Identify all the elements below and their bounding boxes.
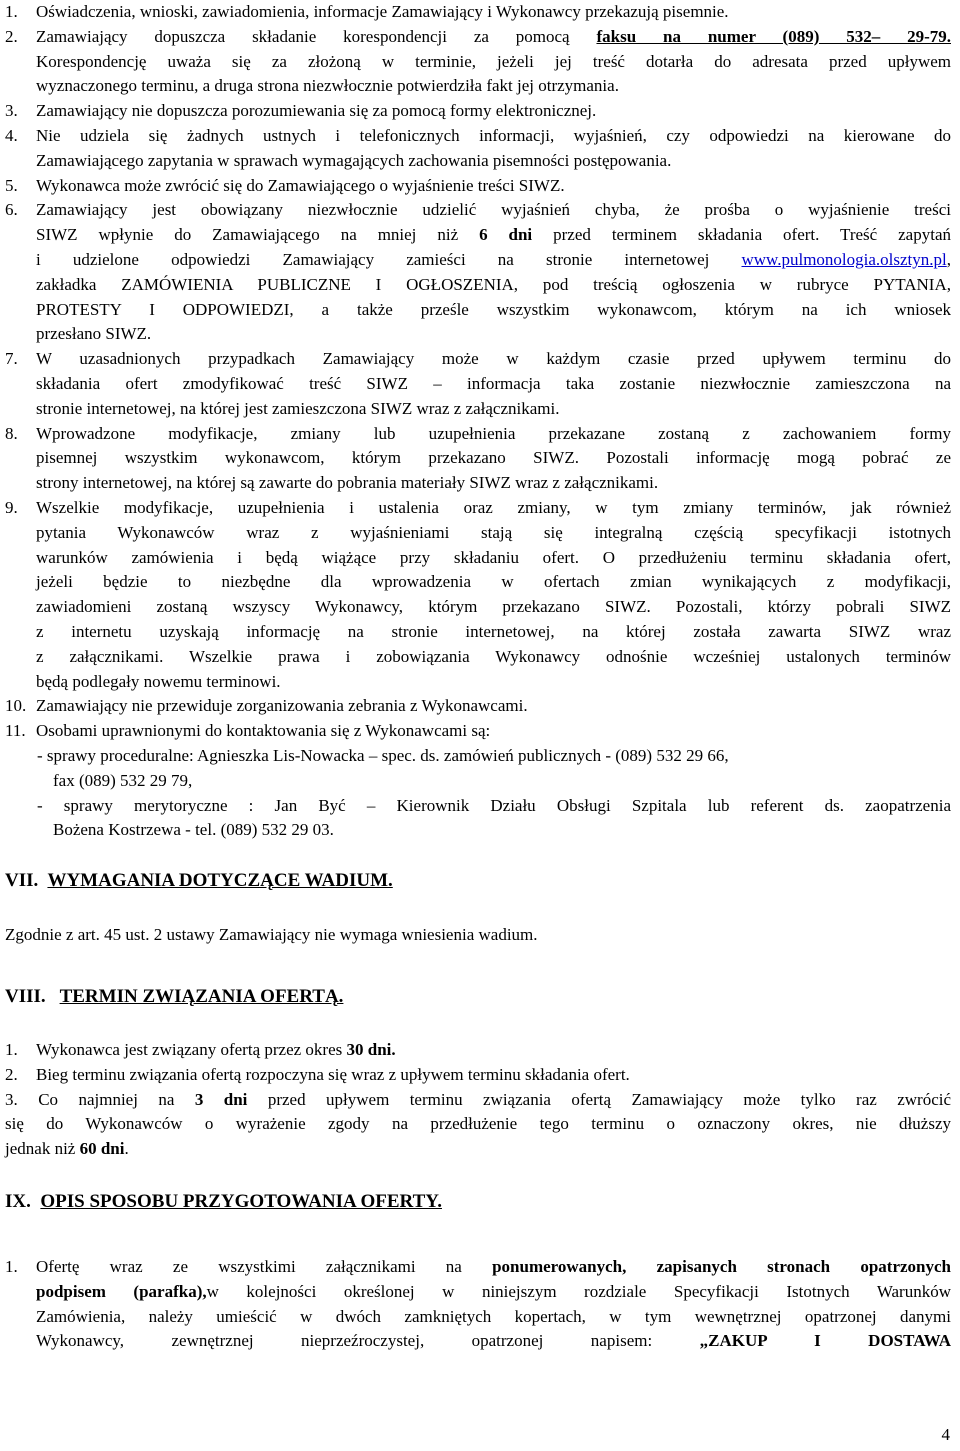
list-item-7: 7. W uzasadnionych przypadkach Zamawiający może w każdym czasie przed upływem terminu do składania ofert zmodyfikować treść SIWZ – informacja taka zostanie niezwłocznie zamieszczona na stronie internetowej, na której jest zamieszczona SIWZ wraz z załącznikami.	[5, 349, 951, 418]
section-heading-ix: IX. OPIS SPOSOBU PRZYGOTOWANIA OFERTY.	[5, 1191, 442, 1212]
section-heading-vii: VII. WYMAGANIA DOTYCZĄCE WADIUM.	[5, 870, 393, 891]
list-item-10: 10. Zamawiający nie przewiduje zorganizowania zebrania z Wykonawcami.	[5, 696, 528, 716]
contact-procedural: - sprawy proceduralne: Agnieszka Lis-Nowacka – spec. ds. zamówień publicznych - (089) 532 29 66,	[37, 745, 729, 765]
list-item-1: 1. Oświadczenia, wnioski, zawiadomienia, informacje Zamawiający i Wykonawcy przekazują pisemnie.	[5, 2, 729, 21]
contact-substantive: - sprawy merytoryczne : Jan Być – Kierownik Działu Obsługi Szpitala lub referent ds. zaopatrzenia	[37, 795, 951, 815]
section-viii-item-1: 1. Wykonawca jest związany ofertą przez okres 30 dni.	[5, 1040, 396, 1059]
list-item-4: 4. Nie udziela się żadnych ustnych i telefonicznych informacji, wyjaśnień, czy odpowiedzi na kierowane do Zamawiającego zapytania w sprawach wymagających zachowania pisemności postępowania.	[5, 126, 951, 170]
list-item-6: 6. Zamawiający jest obowiązany niezwłocznie udzielić wyjaśnień chyba, że prośba o wyjaśnienie treści SIWZ wpłynie do Zamawiającego na mniej niż 6 dni przed terminem składania ofert. Treść zapytań i udzielone odpowiedzi Zamawiający zamieści na stronie internetowej www.pulmonologia.olsztyn.pl, zakładka ZAMÓWIENIA PUBLICZNE I OGŁOSZENIA, pod treścią ogłoszenia w rubryce PYTANIA, PROTESTY I ODPOWIEDZI, a także prześle wszystkim wykonawcom, którym na ich wniosek przesłano SIWZ.	[5, 200, 951, 344]
website-link[interactable]: www.pulmonologia.olsztyn.pl	[741, 249, 947, 269]
section-heading-viii: VIII. TERMIN ZWIĄZANIA OFERTĄ.	[5, 986, 344, 1007]
list-item-8: 8. Wprowadzone modyfikacje, zmiany lub uzupełnienia przekazane zostaną z zachowaniem formy pisemnej wszystkim wykonawcom, którym przekazano SIWZ. Pozostali informację mogą pobrać ze strony internetowej, na której są zawarte do pobrania materiały SIWZ wraz z załącznikami.	[5, 423, 951, 493]
list-item-3: 3. Zamawiający nie dopuszcza porozumiewania się za pomocą formy elektronicznej.	[5, 101, 597, 121]
section-viii-item-2: 2. Bieg terminu związania ofertą rozpoczyna się wraz z upływem terminu składania ofert.	[5, 1064, 630, 1084]
section-viii-item-3: 3. Co najmniej na 3 dni przed upływem terminu związania ofertą Zamawiający może tylko raz zwrócić się do Wykonawców o wyrażenie zgody na przedłużenie tego terminu o oznaczony okres, nie dłuższy jednak niż 60 dni.	[5, 1089, 952, 1159]
section-ix-item-1: 1. Ofertę wraz ze wszystkimi załącznikami na ponumerowanych, zapisanych stronach opatrzonych podpisem (parafka),w kolejności określonej w niniejszym rozdziale Specyfikacji Istotnych Warunków Zamówienia, należy umieścić w dwóch zamkniętych kopertach, w tym wewnętrznej opatrzonej danymi Wykonawcy, zewnętrznej nieprzeźroczystej, opatrzonej napisem: „ZAKUP I DOSTAWA	[5, 1257, 952, 1351]
list-item-2: 2. Zamawiający dopuszcza składanie korespondencji za pomocą faksu na numer (089) 532– 29-79. Korespondencję uważa się za złożoną w terminie, jeżeli jej treść dotarła do adresata przed upływem wyznaczonego terminu, a druga strona niezwłocznie potwierdziła fakt jej otrzymania.	[5, 26, 951, 96]
list-item-5: 5. Wykonawca może zwrócić się do Zamawiającego o wyjaśnienie treści SIWZ.	[5, 175, 565, 195]
page-number: 4	[941, 1425, 950, 1444]
section-vii-text: Zgodnie z art. 45 ust. 2 ustawy Zamawiający nie wymaga wniesienia wadium.	[5, 925, 538, 944]
fax-number: faksu na numer (089) 532– 29-79.	[596, 26, 951, 46]
list-item-11: 11. Osobami uprawnionymi do kontaktowania się z Wykonawcami są: - sprawy proceduralne: Agnieszka Lis-Nowacka – spec. ds. zamówień publicznych - (089) 532 29 66, fax (089) 532 29 79, - sprawy merytoryczne : Jan Być – Kierownik Działu Obsługi Szpitala lub referent ds. zaopatrzenia Bożena Kostrzewa - tel. (089) 532 29 03.	[5, 721, 951, 840]
list-item-9: 9. Wszelkie modyfikacje, uzupełnienia i ustalenia oraz zmiany, w tym zmiany terminów, jak również pytania Wykonawców wraz z wyjaśnieniami stają się integralną częścią specyfikacji istotnych warunków zamówienia i będą wiążące przy składaniu ofert. O przedłużeniu terminu składania ofert, jeżeli będzie to niezbędne dla wprowadzenia w ofertach zmian wynikających z modyfikacji, zawiadomieni zostaną wszyscy Wykonawcy, którym przekazano SIWZ. Pozostali, którzy pobrali SIWZ z internetu uzyskają informację na stronie internetowej, na której została zawarta SIWZ wraz z załącznikami. Wszelkie prawa i zobowiązania Wykonawcy odnośnie wcześniej ustalonych terminów będą podlegały nowemu terminowi.	[5, 498, 951, 691]
